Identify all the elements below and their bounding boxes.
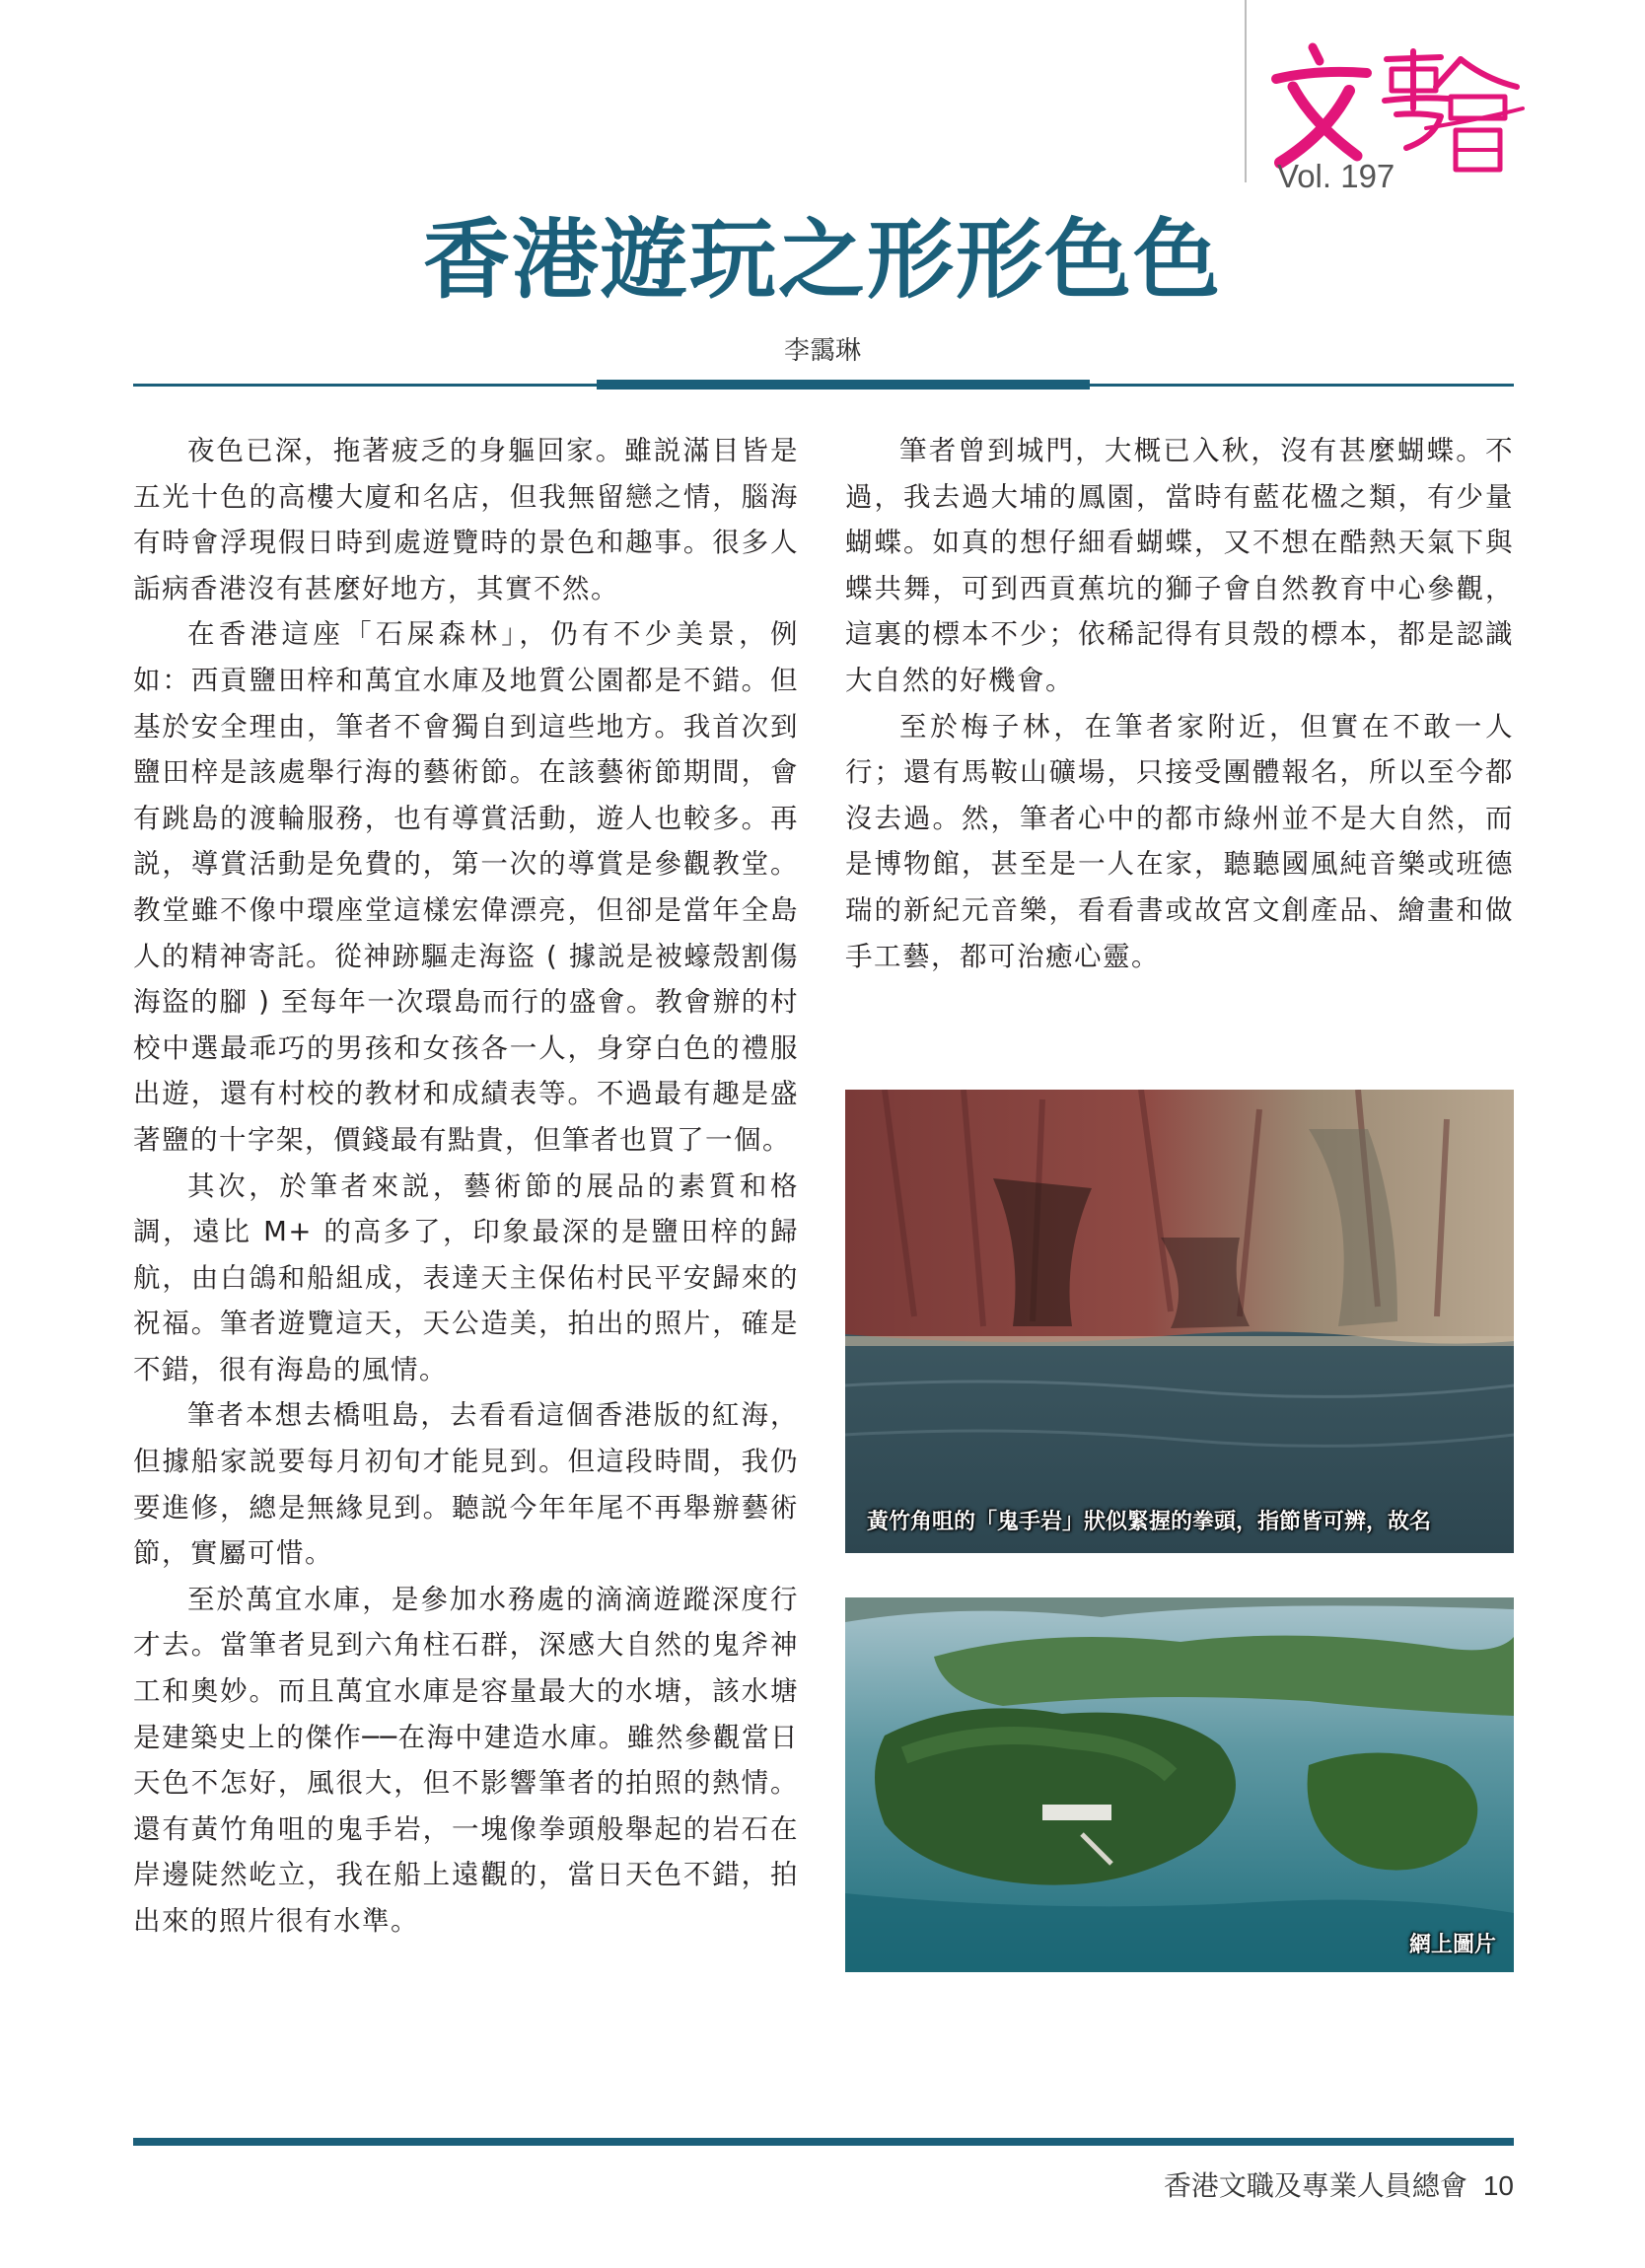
page-number: 10	[1482, 2170, 1514, 2201]
paragraph: 筆者曾到城門，大概已入秋，沒有甚麼蝴蝶。不過，我去過大埔的鳳園，當時有藍花楹之類，有少量蝴蝶。如真的想仔細看蝴蝶，又不想在酷熱天氣下與蝶共舞，可到西貢蕉坑的獅子會自然教育中心參觀，這裏的標本不少；依稀記得有貝殼的標本，都是認識大自然的好機會。	[845, 435, 1514, 696]
page-footer	[1164, 2164, 1514, 2204]
footer-rule	[133, 2138, 1514, 2146]
organization-name: 香港文職及專業人員總會	[1163, 2169, 1467, 2202]
photo-credit: 網上圖片	[1408, 1933, 1496, 1957]
left-column	[133, 428, 799, 1945]
paragraph: 筆者本想去橋咀島，去看看這個香港版的紅海，但據船家説要每月初旬才能見到。但這段時間，我仍要進修，總是無緣見到。聽説今年年尾不再舉辦藝術節，實屬可惜。	[133, 1399, 799, 1570]
right-column	[845, 428, 1514, 979]
paragraph: 在香港這座「石屎森林」，仍有不少美景，例如：西貢鹽田梓和萬宜水庫及地質公園都是不錯。但基於安全理由，筆者不會獨自到這些地方。我首次到鹽田梓是該處舉行海的藝術節。在該藝術節期間，會有跳島的渡輪服務，也有導賞活動，遊人也較多。再説，導賞活動是免費的，第一次的導賞是參觀教堂。教堂雖不像中環座堂這樣宏偉漂亮，但卻是當年全島人的精神寄託。從神跡驅走海盜 ( 據説是被蠔殼割傷海盜的腳 ) 至每年一次環島而行的盛會。教會辦的村校中選最乖巧的男孩和女孩各一人，身穿白色的禮服出遊，還有村校的教材和成績表等。不過最有趣是盛著鹽的十字架，價錢最有點貴，但筆者也買了一個。	[133, 618, 799, 1156]
volume-label: Vol. 197	[1277, 158, 1395, 194]
paragraph: 至於萬宜水庫，是參加水務處的滴滴遊蹤深度行才去。當筆者見到六角柱石群，深感大自然的鬼斧神工和奧妙。而且萬宜水庫是容量最大的水塘，該水塘是建築史上的傑作──在海中建造水庫。雖然參觀當日天色不怎好，風很大，但不影響筆者的拍照的熱情。還有黃竹角咀的鬼手岩，一塊像拳頭般舉起的岩石在岸邊陡然屹立，我在船上遠觀的，當日天色不錯，拍出來的照片很有水準。	[133, 1583, 799, 1937]
masthead-divider	[1245, 0, 1247, 182]
cliff-photo	[845, 1090, 1514, 1553]
paragraph: 至於梅子林，在筆者家附近，但實在不敢一人行；還有馬鞍山礦場，只接受團體報名，所以至今都沒去過。然，筆者心中的都市綠州並不是大自然，而是博物館，甚至是一人在家，聽聽國風純音樂或班德瑞的新紀元音樂，看看書或故宮文創產品、繪畫和做手工藝，都可治癒心靈。	[845, 710, 1514, 972]
aerial-island-photo	[845, 1597, 1514, 1972]
paragraph: 夜色已深，拖著疲乏的身軀回家。雖説滿目皆是五光十色的高樓大廈和名店，但我無留戀之情，腦海有時會浮現假日時到處遊覽時的景色和趣事。很多人詬病香港沒有甚麼好地方，其實不然。	[133, 435, 799, 604]
title-rule-accent	[597, 380, 1090, 390]
article-title: 香港遊玩之形形色色	[422, 208, 1222, 311]
paragraph: 其次，於筆者來説，藝術節的展品的素質和格調，遠比 M+ 的高多了，印象最深的是鹽田梓的歸航，由白鴿和船組成，表達天主保佑村民平安歸來的祝福。筆者遊覽這天，天公造美，拍出的照片，確是不錯，很有海島的風情。	[133, 1169, 799, 1385]
photo-caption: 黃竹角咀的「鬼手岩」狀似緊握的拳頭，指節皆可辨，故名	[867, 1510, 1432, 1534]
article-author: 李靄琳	[783, 336, 861, 366]
